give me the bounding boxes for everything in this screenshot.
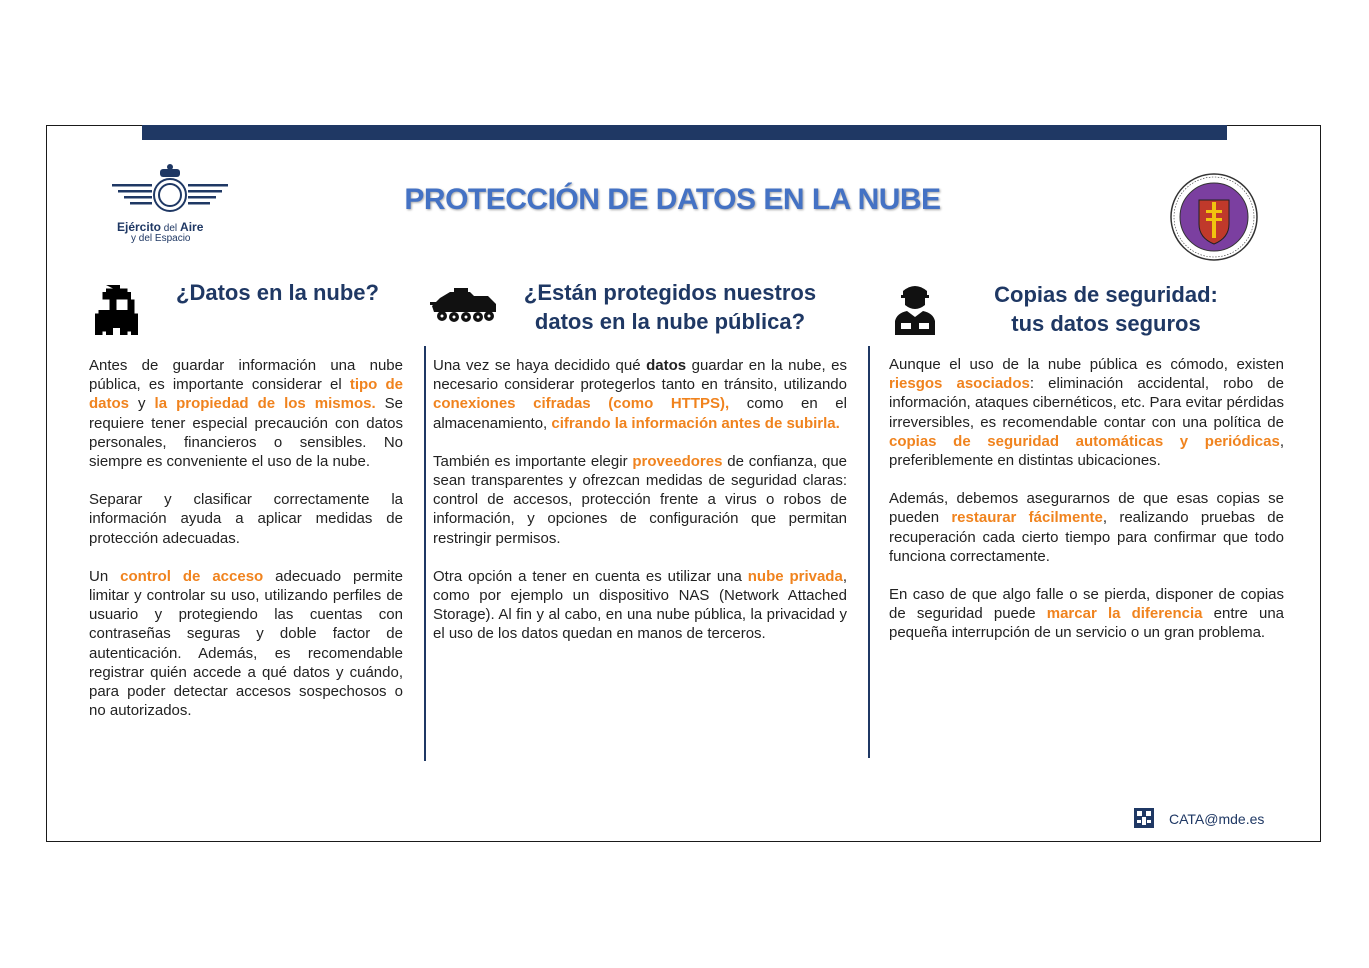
paragraph-text: Separar y clasificar correctamente la información ayuda a aplicar medidas de protección adecuadas. bbox=[89, 491, 403, 547]
column-1-paragraph bbox=[89, 567, 403, 721]
paragraph-text: : eliminación accidental, robo de información, ataques cibernéticos, etc. Para evitar pérdidas irreversibles, es recomendable contar con una política de bbox=[889, 375, 1284, 431]
column-3-text bbox=[889, 355, 1284, 662]
highlight-text: marcar la diferencia bbox=[1046, 605, 1203, 623]
paragraph-text: Un bbox=[89, 567, 121, 585]
highlight-text: la propiedad de los mismos. bbox=[154, 395, 376, 413]
column-1-text bbox=[89, 356, 403, 739]
highlight-text: restaurar fácilmente bbox=[951, 509, 1103, 527]
paragraph-text: Otra opción a tener en cuenta es utilizar una bbox=[433, 567, 748, 585]
highlight-text: tipo de datos bbox=[89, 376, 403, 413]
paragraph-text: de confianza, que sean transparentes y ofrezcan medidas de seguridad claras: control de accesos, protección frente a virus o robos de información, y opciones de configuración que permitan restringir permisos. bbox=[433, 452, 847, 547]
column-1-paragraph bbox=[89, 356, 403, 471]
paragraph-text: En caso de que algo falle o se pierda, disponer de copias de seguridad puede bbox=[889, 586, 1284, 623]
column-2-text bbox=[433, 356, 847, 663]
highlight-text: proveedores bbox=[632, 452, 723, 470]
column-divider-2 bbox=[868, 346, 870, 758]
column-3-paragraph bbox=[889, 585, 1284, 643]
highlight-text: control de acceso bbox=[120, 567, 264, 585]
column-divider-1 bbox=[424, 346, 426, 761]
armored-vehicle-icon bbox=[430, 288, 498, 329]
paragraph-text: Aunque el uso de la nube pública es cómodo, existen bbox=[889, 356, 1284, 373]
column-2-heading: ¿Están protegidos nuestros datos en la nube pública? bbox=[523, 280, 817, 334]
bold-text: datos bbox=[646, 357, 687, 374]
highlight-text: conexiones cifradas (como HTTPS), bbox=[433, 395, 730, 413]
highlight-text: riesgos asociados bbox=[889, 375, 1030, 393]
paragraph-text: adecuado permite limitar y controlar su uso, utilizando perfiles de usuario y protegiendo las cuentas con contraseñas seguras y doble factor de autenticación. Además, es recomendable registrar quién accede a qué datos y cuándo, para poder detectar accesos sospechosos o no autorizados. bbox=[89, 567, 404, 720]
page-title: PROTECCIÓN DE DATOS EN LA NUBE bbox=[404, 183, 941, 216]
column-2-paragraph bbox=[433, 567, 847, 644]
logo-name-line1: Ejército del Aire bbox=[117, 220, 204, 234]
highlight-text: cifrando la información antes de subirla. bbox=[551, 414, 840, 432]
paragraph-text: También es importante elegir bbox=[433, 452, 633, 470]
column-1-paragraph bbox=[89, 490, 403, 548]
paragraph-text: , preferiblemente en distintas ubicaciones. bbox=[889, 432, 1284, 470]
paragraph-text: entre una pequeña interrupción de un servicio o un gran problema. bbox=[889, 605, 1285, 642]
column-3-paragraph bbox=[889, 489, 1284, 566]
highlight-text: copias de seguridad automáticas y periódicas bbox=[889, 432, 1280, 450]
footer-email[interactable]: CATA@mde.es bbox=[1169, 811, 1265, 827]
soldier-icon bbox=[893, 283, 937, 340]
cata-logo-icon bbox=[1134, 808, 1154, 828]
highlight-text: nube privada bbox=[747, 567, 843, 585]
column-3-heading: Copias de seguridad: tus datos seguros bbox=[994, 282, 1218, 336]
column-2-paragraph bbox=[433, 356, 847, 433]
paragraph-text: como en el almacenamiento, bbox=[433, 395, 847, 432]
paragraph-text: Además, debemos asegurarnos de que esas copias se pueden bbox=[889, 490, 1284, 527]
column-2-paragraph bbox=[433, 452, 847, 548]
logo-name-line2: y del Espacio bbox=[131, 233, 191, 244]
column-1-heading: ¿Datos en la nube? bbox=[176, 280, 379, 305]
top-banner-bar bbox=[142, 125, 1227, 140]
paragraph-text: Se requiere tener especial precaución con datos personales, financieros o sensibles. No siempre es conveniente el uso de la nube. bbox=[89, 395, 403, 471]
ghost-icon bbox=[88, 285, 138, 340]
paragraph-text: , como por ejemplo un dispositivo NAS (Network Attached Storage). Al fin y al cabo, en una nube pública, la privacidad y el uso de los datos quedan en manos de terceros. bbox=[433, 567, 847, 643]
paragraph-text: Antes de guardar información una nube pública, es importante considerar el bbox=[89, 357, 403, 394]
paragraph-text: , realizando pruebas de recuperación cada cierto tiempo para confirmar que todo funciona correctamente. bbox=[889, 509, 1284, 565]
column-3-paragraph bbox=[889, 355, 1284, 470]
cata-seal-icon bbox=[1167, 172, 1262, 262]
paragraph-text: Una vez se haya decidido qué bbox=[433, 357, 647, 374]
paragraph-text: guardar en la nube, es necesario considerar protegerlos tanto en tránsito, utilizando bbox=[433, 357, 848, 394]
paragraph-text: y bbox=[129, 395, 155, 413]
